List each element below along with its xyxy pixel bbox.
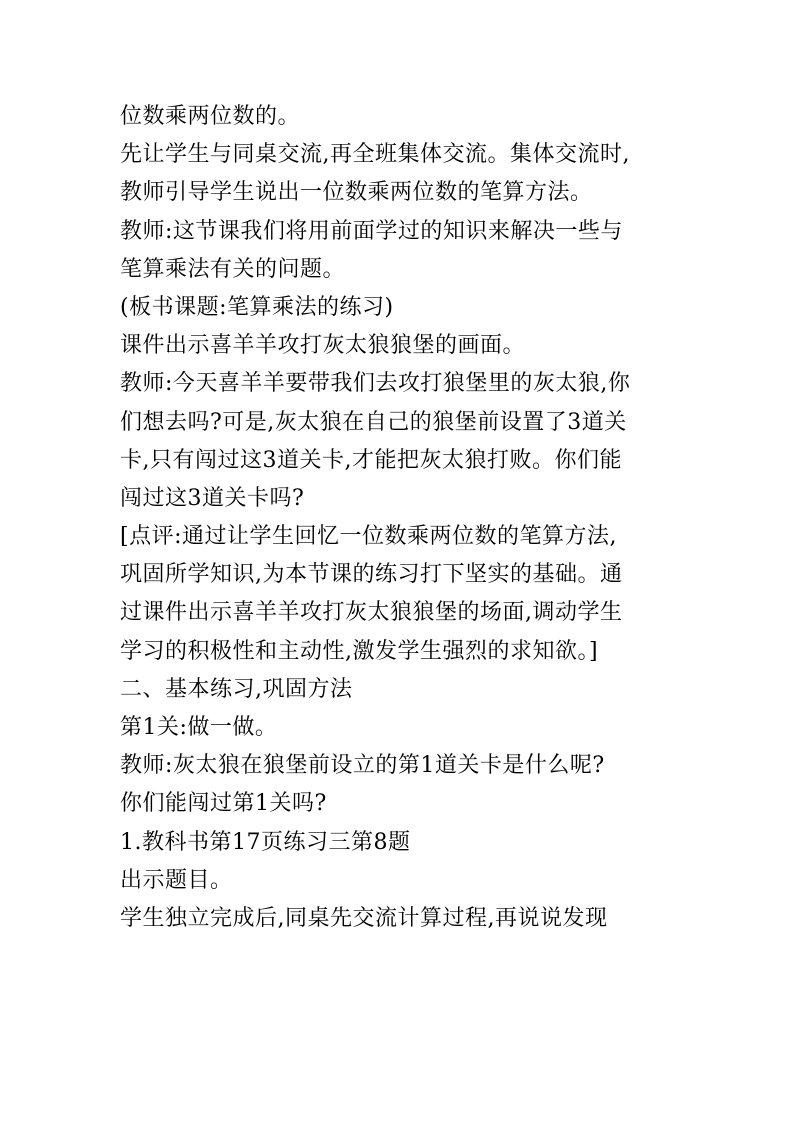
text-line: 1.教科书第17页练习三第8题 xyxy=(120,829,411,855)
text-line: 出示题目。 xyxy=(120,867,233,893)
text-line: 笔算乘法有关的问题。 xyxy=(120,256,346,282)
text-line: (板书课题:笔算乘法的练习) xyxy=(120,294,394,320)
text-line: 教师引导学生说出一位数乘两位数的笔算方法。 xyxy=(120,180,593,206)
text-line: 教师:今天喜羊羊要带我们去攻打狼堡里的灰太狼,你 xyxy=(120,371,631,397)
section-heading: 二、基本练习,巩固方法 xyxy=(120,676,353,702)
text-line: 第1关:做一做。 xyxy=(120,715,278,740)
text-line: 课件出示喜羊羊攻打灰太狼狼堡的画面。 xyxy=(120,333,526,359)
text-line: 巩固所学知识,为本节课的练习打下坚实的基础。通 xyxy=(120,562,623,588)
text-line: 你们能闯过第1关吗? xyxy=(120,791,327,817)
text-line: 闯过这3道关卡吗? xyxy=(120,485,305,511)
text-line: 教师:灰太狼在狼堡前设立的第1道关卡是什么呢? xyxy=(120,753,605,779)
text-line: 们想去吗?可是,灰太狼在自己的狼堡前设置了3道关 xyxy=(120,409,627,435)
text-line: 位数乘两位数的。 xyxy=(120,104,301,129)
document-body xyxy=(120,98,680,938)
text-line: 学生独立完成后,同桌先交流计算过程,再说说发现 xyxy=(120,905,608,931)
text-line: 学习的积极性和主动性,激发学生强烈的求知欲。] xyxy=(120,638,599,664)
text-line: 卡,只有闯过这3道关卡,才能把灰太狼打败。你们能 xyxy=(120,447,622,473)
text-line: [点评:通过让学生回忆一位数乘两位数的笔算方法, xyxy=(120,524,617,550)
text-line: 先让学生与同桌交流,再全班集体交流。集体交流时, xyxy=(120,142,630,168)
text-line: 过课件出示喜羊羊攻打灰太狼狼堡的场面,调动学生 xyxy=(120,600,623,626)
text-line: 教师:这节课我们将用前面学过的知识来解决一些与 xyxy=(120,218,623,244)
